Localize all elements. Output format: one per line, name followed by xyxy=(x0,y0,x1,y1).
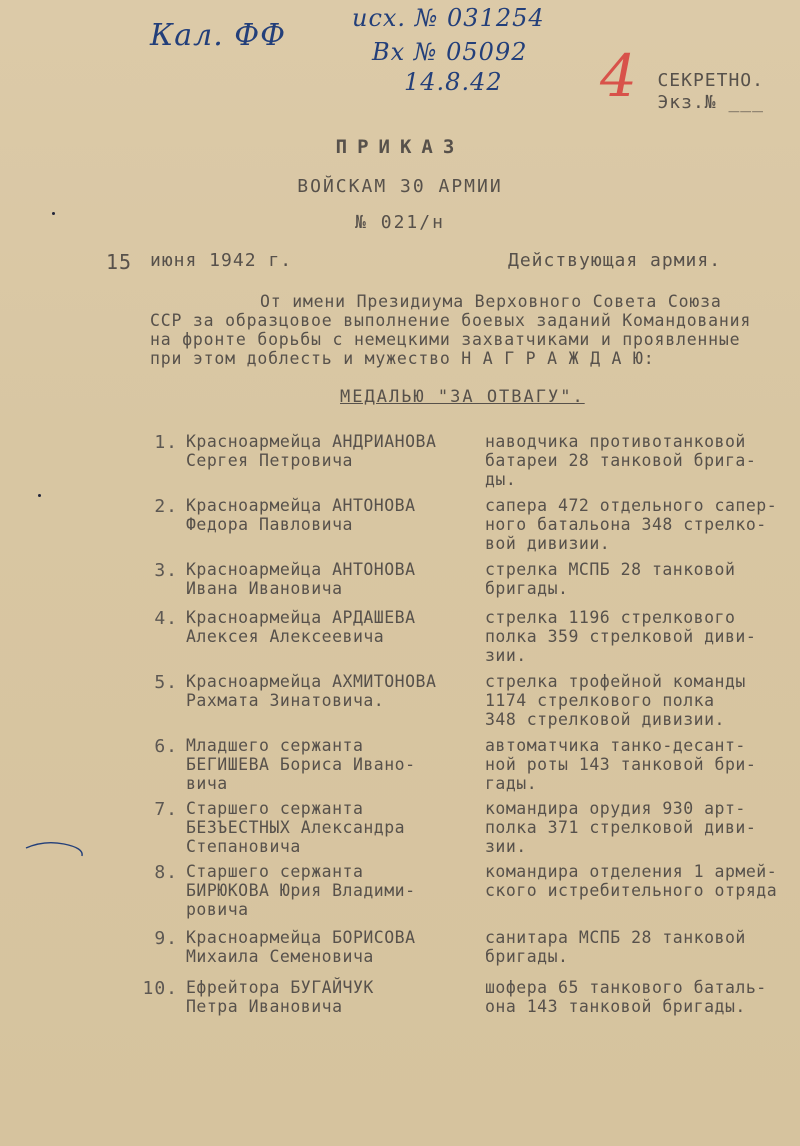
ink-speck xyxy=(52,212,55,215)
order-title: ПРИКАЗ xyxy=(335,136,465,158)
entry-unit: командира орудия 930 арт- полка 371 стрелковой диви- зии. xyxy=(485,799,757,856)
order-day: 15 xyxy=(106,250,133,274)
order-preamble xyxy=(150,292,780,368)
entry-number: 5. xyxy=(154,672,178,693)
entry-person: Красноармейца АРДАШЕВА Алексея Алексеевича xyxy=(186,608,416,646)
entry-person: Красноармейца АНТОНОВА Федора Павловича xyxy=(186,496,416,534)
preamble-line-1: От имени Президиума Верховного Совета Союза xyxy=(260,292,722,311)
entry-unit: командира отделения 1 армей- ского истребительного отряда xyxy=(485,862,778,900)
entry-number: 4. xyxy=(154,608,178,629)
entry-unit: автоматчика танко-десант- ной роты 143 танковой бри- гады. xyxy=(485,736,757,793)
order-number: № 021/н xyxy=(355,212,445,233)
preamble-line-2: ССР за образцовое выполнение боевых заданий Командования xyxy=(150,311,752,330)
entry-unit: наводчика противотанковой батареи 28 танковой брига- ды. xyxy=(485,432,757,489)
copy-label: Экз.№ ___ xyxy=(657,92,764,113)
red-pencil-number: 4 xyxy=(600,42,637,110)
handwritten-outgoing-number: исх. № 031254 xyxy=(352,4,545,32)
entry-unit: стрелка МСПБ 28 танковой бригады. xyxy=(485,560,736,598)
entry-person: Красноармейца АНДРИАНОВА Сергея Петровича xyxy=(186,432,437,470)
entry-person: Старшего сержанта БЕЗЪЕСТНЫХ Александра Степановича xyxy=(186,799,406,856)
stray-ink-stroke xyxy=(24,836,84,860)
ink-speck xyxy=(38,494,41,497)
security-stamp xyxy=(657,70,764,114)
award-heading: МЕДАЛЬЮ "ЗА ОТВАГУ". xyxy=(340,387,585,407)
entry-number: 10. xyxy=(142,978,178,999)
preamble-line-4: при этом доблесть и мужество Н А Г Р А Ж Д А Ю: xyxy=(150,349,655,368)
entry-number: 3. xyxy=(154,560,178,581)
entry-person: Ефрейтора БУГАЙЧУК Петра Ивановича xyxy=(186,978,374,1016)
preamble-line-3: на фронте борьбы с немецкими захватчиками и проявленные xyxy=(150,330,741,349)
handwritten-date: 14.8.42 xyxy=(404,68,503,96)
entry-number: 7. xyxy=(154,799,178,820)
order-subtitle: ВОЙСКАМ 30 АРМИИ xyxy=(297,176,503,197)
handwritten-incoming-number: Вх № 05092 xyxy=(372,38,528,66)
entry-person: Красноармейца АХМИТОНОВА Рахмата Зинатовича. xyxy=(186,672,437,710)
entry-number: 1. xyxy=(154,432,178,453)
entry-unit: санитара МСПБ 28 танковой бригады. xyxy=(485,928,746,966)
handwritten-left-note: Кал. ФФ xyxy=(150,18,287,53)
entry-unit: сапера 472 отдельного сапер- ного батальона 348 стрелко- вой дивизии. xyxy=(485,496,778,553)
entry-person: Красноармейца АНТОНОВА Ивана Ивановича xyxy=(186,560,416,598)
entry-person: Старшего сержанта БИРЮКОВА Юрия Владими- ровича xyxy=(186,862,416,919)
entry-number: 2. xyxy=(154,496,178,517)
entry-person: Младшего сержанта БЕГИШЕВА Бориса Ивано- вича xyxy=(186,736,416,793)
entry-unit: шофера 65 танкового баталь- она 143 танковой бригады. xyxy=(485,978,767,1016)
entry-number: 9. xyxy=(154,928,178,949)
entry-number: 8. xyxy=(154,862,178,883)
order-location: Действующая армия. xyxy=(508,250,722,271)
entry-unit: стрелка 1196 стрелкового полка 359 стрелковой диви- зии. xyxy=(485,608,757,665)
entry-unit: стрелка трофейной команды 1174 стрелкового полка 348 стрелковой дивизии. xyxy=(485,672,746,729)
entry-number: 6. xyxy=(154,736,178,757)
entry-person: Красноармейца БОРИСОВА Михаила Семеновича xyxy=(186,928,416,966)
order-month-year: июня 1942 г. xyxy=(150,250,293,271)
secret-label: СЕКРЕТНО. xyxy=(657,70,764,91)
